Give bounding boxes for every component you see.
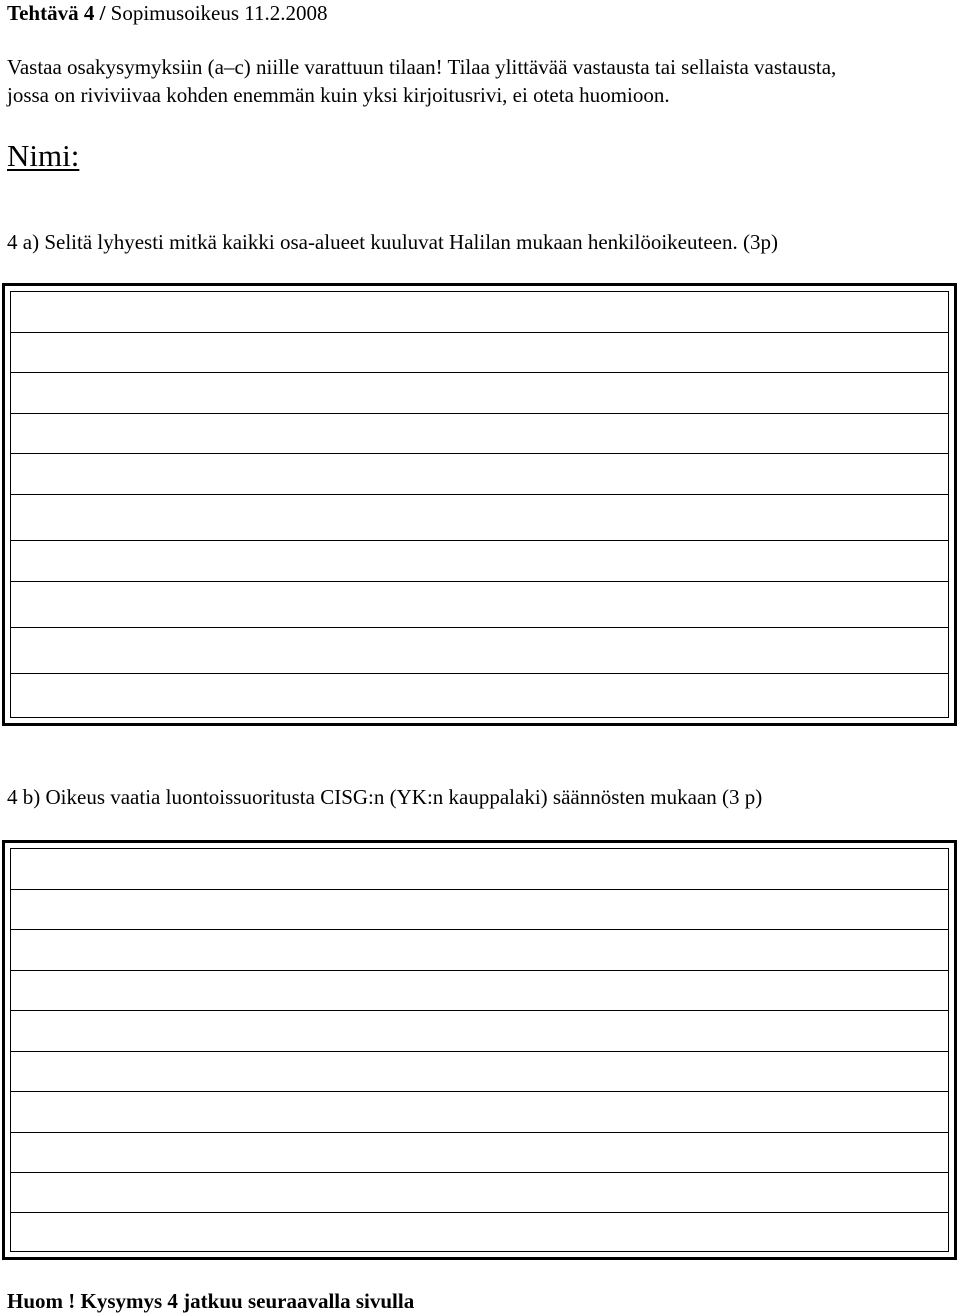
ruled-line — [11, 1010, 948, 1011]
answer-box-4a-inner — [10, 291, 949, 718]
answer-box-4b-inner — [10, 848, 949, 1252]
ruled-line — [11, 494, 948, 495]
ruled-line — [11, 1132, 948, 1133]
ruled-line — [11, 889, 948, 890]
ruled-line — [11, 673, 948, 674]
ruled-line — [11, 453, 948, 454]
ruled-line — [11, 332, 948, 333]
header-title-bold: Tehtävä 4 / — [7, 1, 106, 25]
ruled-line — [11, 581, 948, 582]
ruled-line — [11, 413, 948, 414]
question-4b: 4 b) Oikeus vaatia luontoissuoritusta CISG:n (YK:n kauppalaki) säännösten mukaan (3 p) — [7, 785, 763, 809]
footer-note: Huom ! Kysymys 4 jatkuu seuraavalla sivulla — [7, 1289, 415, 1313]
ruled-line — [11, 1051, 948, 1052]
ruled-line — [11, 929, 948, 930]
header-title-rest: Sopimusoikeus 11.2.2008 — [105, 1, 328, 25]
ruled-line — [11, 970, 948, 971]
instructions-line-1: Vastaa osakysymyksiin (a–c) niille varattuun tilaan! Tilaa ylittävää vastausta tai sellaista vastausta, — [7, 55, 837, 79]
instructions-line-2: jossa on riviviivaa kohden enemmän kuin yksi kirjoitusrivi, ei oteta huomioon. — [7, 83, 670, 107]
ruled-line — [11, 627, 948, 628]
ruled-line — [11, 540, 948, 541]
answer-box-4a[interactable] — [2, 283, 957, 726]
ruled-line — [11, 1212, 948, 1213]
name-label: Nimi: — [7, 138, 80, 173]
page-header — [7, 0, 328, 26]
ruled-line — [11, 372, 948, 373]
question-4a: 4 a) Selitä lyhyesti mitkä kaikki osa-alueet kuuluvat Halilan mukaan henkilöoikeuteen. (3p) — [7, 230, 778, 254]
ruled-line — [11, 1091, 948, 1092]
answer-box-4b[interactable] — [2, 840, 957, 1260]
ruled-line — [11, 1172, 948, 1173]
